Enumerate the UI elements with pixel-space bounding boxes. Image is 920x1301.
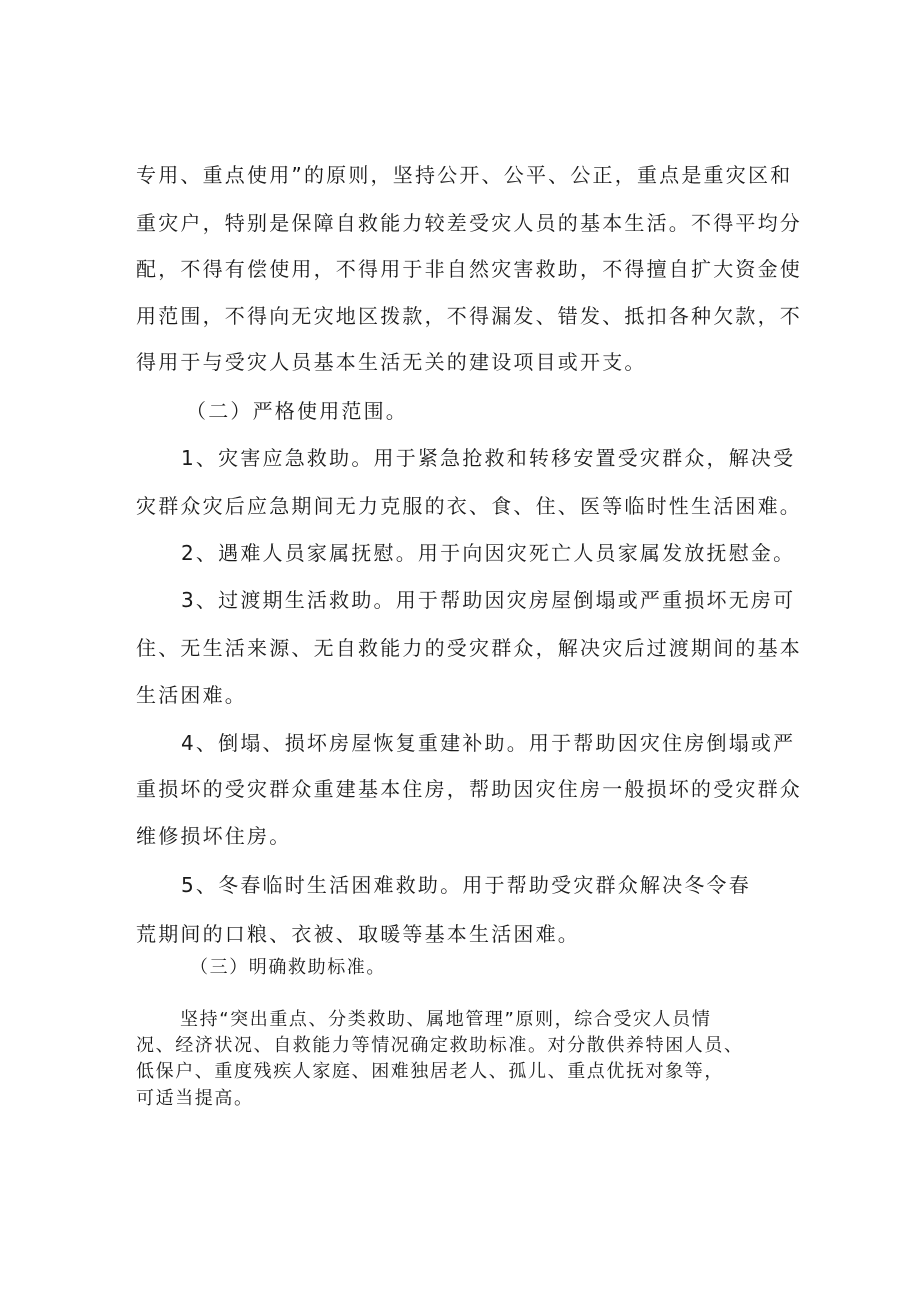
section-heading: （三）明确救助标准。 bbox=[190, 957, 386, 978]
paragraph-line: 专用、重点使用”的原则，坚持公开、公平、公正，重点是重灾区和 bbox=[136, 163, 793, 187]
paragraph-line: 得用于与受灾人员基本生活无关的建设项目或开支。 bbox=[136, 350, 647, 374]
section-heading: （二）严格使用范围。 bbox=[186, 399, 408, 423]
list-item-line: 3、过渡期生活救助。用于帮助因灾房屋倒塌或严重损坏无房可 bbox=[181, 588, 796, 612]
list-item-line: 生活困难。 bbox=[136, 683, 247, 707]
paragraph-line: 低保户、重度残疾人家庭、困难独居老人、孤儿、重点优抚对象等， bbox=[136, 1061, 724, 1082]
list-item-line: 荒期间的口粮、衣被、取暖等基本生活困难。 bbox=[136, 922, 580, 946]
list-item-line: 5、冬春临时生活困难救助。用于帮助受灾群众解决冬令春 bbox=[181, 873, 751, 897]
list-item-line: 灾群众灾后应急期间无力克服的衣、食、住、医等临时性生活困难。 bbox=[136, 494, 802, 518]
list-item-line: 2、遇难人员家属抚慰。用于向因灾死亡人员家属发放抚慰金。 bbox=[181, 541, 796, 565]
paragraph-line: 重灾户，特别是保障自救能力较差受灾人员的基本生活。不得平均分 bbox=[136, 211, 802, 235]
paragraph-line: 可适当提高。 bbox=[136, 1088, 254, 1109]
paragraph-line: 用范围，不得向无灾地区拨款，不得漏发、错发、抵扣各种欠款，不 bbox=[136, 304, 802, 328]
list-item-line: 维修损坏住房。 bbox=[136, 824, 292, 848]
list-item-line: 重损坏的受灾群众重建基本住房，帮助因灾住房一般损坏的受灾群众 bbox=[136, 777, 802, 801]
list-item-line: 住、无生活来源、无自救能力的受灾群众，解决灾后过渡期间的基本 bbox=[136, 636, 802, 660]
paragraph-line: 况、经济状况、自救能力等情况确定救助标准。对分散供养特困人员、 bbox=[136, 1035, 744, 1056]
paragraph-line: 配，不得有偿使用，不得用于非自然灾害救助，不得擅自扩大资金使 bbox=[136, 257, 802, 281]
list-item-line: 4、倒塌、损坏房屋恢复重建补助。用于帮助因灾住房倒塌或严 bbox=[181, 731, 796, 755]
list-item-line: 1、灾害应急救助。用于紧急抢救和转移安置受灾群众，解决受 bbox=[181, 446, 796, 470]
paragraph-line: 坚持“突出重点、分类救助、属地管理”原则，综合受灾人员情 bbox=[180, 1009, 712, 1030]
